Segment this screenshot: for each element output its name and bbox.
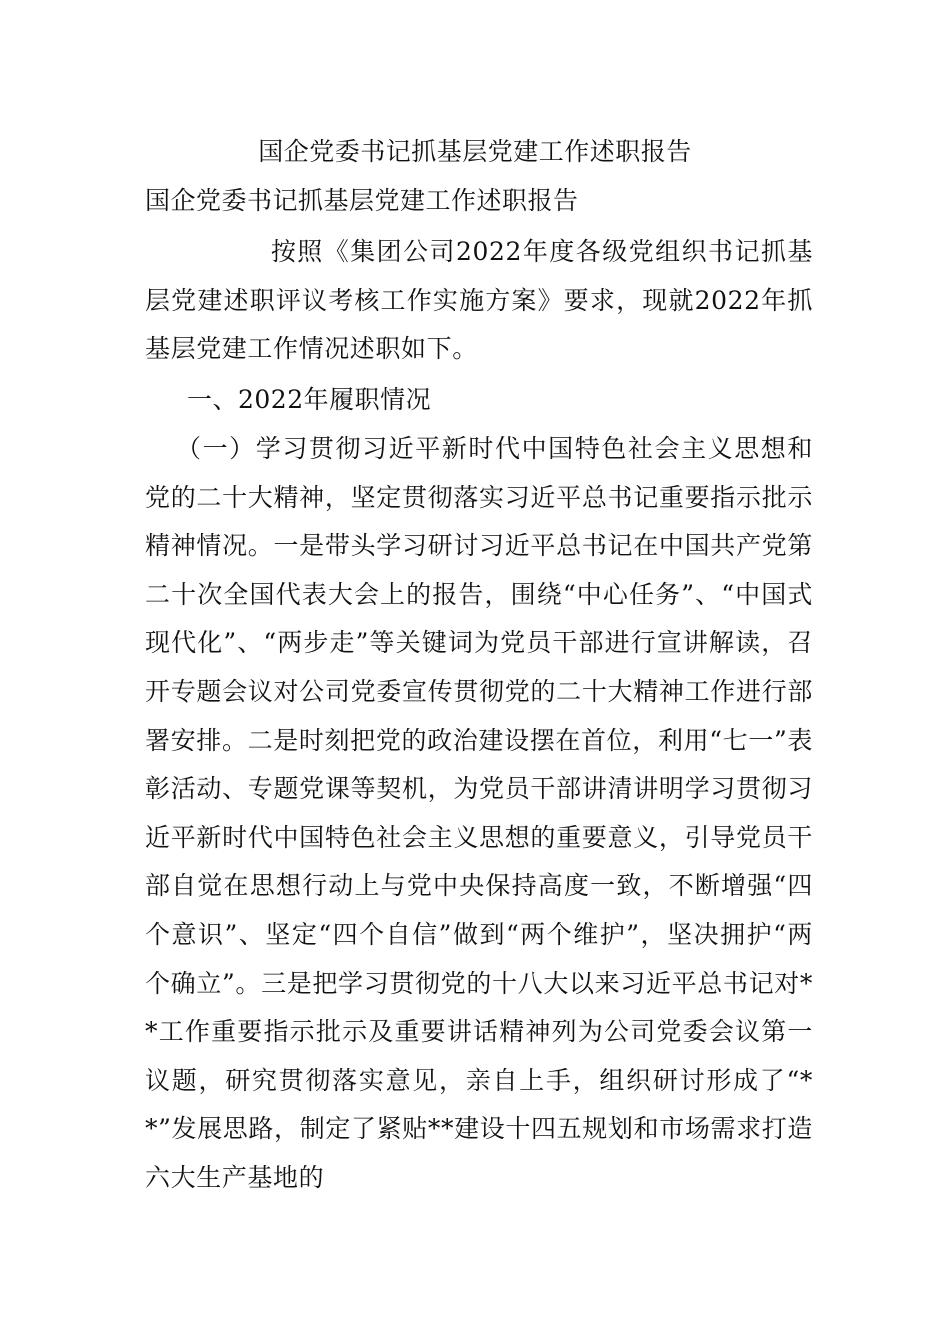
section-paragraph-text: （一）学习贯彻习近平新时代中国特色社会主义思想和党的二十大精神，坚定贯彻落实习近平总书记重要指示批示精神情况。一是带头学习研讨习近平总书记在中国共产党第二十次全国代表大会上的报告，围绕“中心任务”、“中国式现代化”、“两步走”等关键词为党员干部进行宣讲解读，召开专题会议对公司党委宣传贯彻党的二十大精神工作进行部署安排。二是时刻把党的政治建设摆在首位，利用“七一”表彰活动、专题党课等契机，为党员干部讲清讲明学习贯彻习近平新时代中国特色社会主义思想的重要意义，引导党员干部自觉在思想行动上与党中央保持高度一致，不断增强“四个意识”、坚定“四个自信”做到“两个维护”，坚决拥护“两个确立”。三是把学习贯彻党的十八大以来习近平总书记对**工作重要指示批示及重要讲话精神列为公司党委会议第一议题，研究贯彻落实意见，亲自上手，组织研讨形成了“**”发展思路，制定了紧贴**建设十四五规划和市场需求打造六大生产基地的 xyxy=(145,434,813,1192)
section-heading: 一、2022年履职情况 xyxy=(187,385,432,414)
intro-paragraph-text: 按照《集团公司2022年度各级党组织书记抓基层党建述职评议考核工作实施方案》要求，现就2022年抓基层党建工作情况述职如下。 xyxy=(145,237,813,364)
document-title-centered: 国企党委书记抓基层党建工作述职报告 xyxy=(258,137,692,166)
intro-paragraph xyxy=(145,228,813,374)
section-paragraph xyxy=(145,425,813,1203)
document-title-repeated: 国企党委书记抓基层党建工作述职报告 xyxy=(145,186,579,215)
